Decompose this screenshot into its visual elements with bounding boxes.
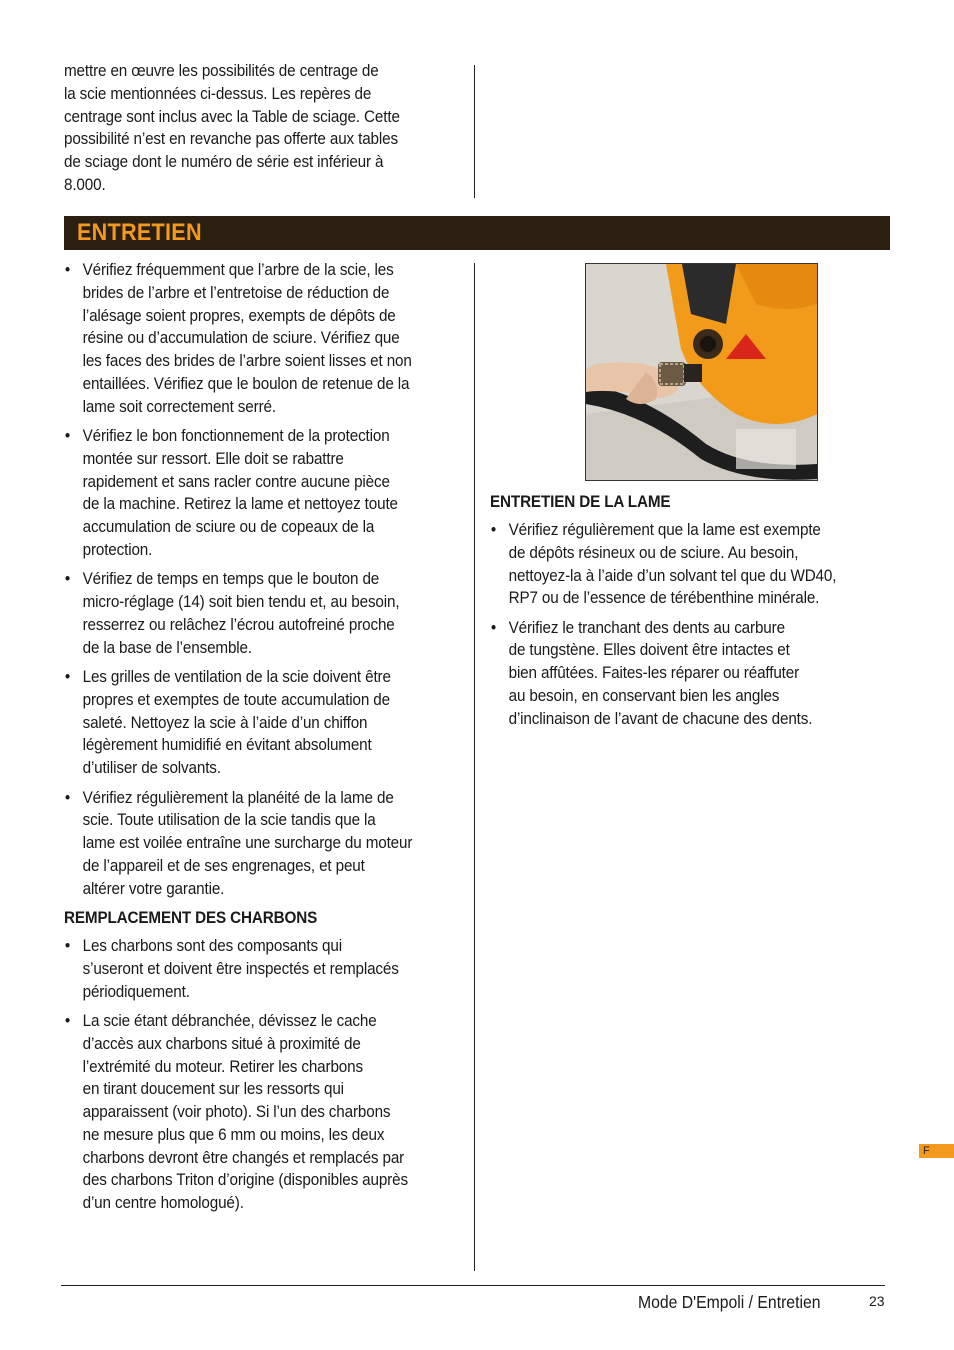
text-line: saleté. Nettoyez la scie à l’aide d’un chiffon — [82, 713, 368, 732]
text-line: les faces des brides de l’arbre soient lisses et non — [82, 352, 412, 371]
text-line: propres et exemptes de toute accumulation de — [82, 690, 390, 709]
text-line: de l’appareil et de ses engrenages, et peut — [82, 856, 365, 875]
text-line: s’useront et doivent être inspectés et remplacés — [82, 959, 399, 978]
text-line: mettre en œuvre les possibilités de centrage de — [64, 62, 379, 80]
text-line: apparaissent (voir photo). Si l’un des charbons — [82, 1103, 391, 1122]
text-line: Vérifiez régulièrement que la lame est exempte — [508, 521, 821, 539]
text-line: de dépôts résineux ou de sciure. Au besoin, — [508, 543, 799, 562]
section-banner — [64, 216, 890, 250]
blade-list — [490, 519, 890, 731]
text-line: de tungstène. Elles doivent être intactes et — [508, 641, 790, 660]
list-item — [64, 666, 464, 780]
text-line: Vérifiez le bon fonctionnement de la protection — [82, 427, 390, 446]
text-line: Vérifiez fréquemment que l’arbre de la scie, les — [82, 261, 394, 279]
text-line: au besoin, en conservant bien les angles — [508, 687, 780, 706]
text-line: la scie mentionnées ci-dessus. Les repères de — [64, 84, 372, 103]
footer-rule — [61, 1285, 885, 1286]
bullet-icon: • — [64, 570, 71, 589]
text-line: de la machine. Retirez la lame et nettoyez toute — [82, 495, 398, 514]
text-line: possibilité n’est en revanche pas offerte aux tables — [64, 130, 398, 149]
footer-title: Mode D'Empoli / Entretien — [638, 1292, 821, 1312]
bullet-icon: • — [490, 618, 497, 637]
bullet-icon: • — [64, 427, 71, 446]
bullet-icon: • — [64, 788, 71, 807]
text-line: micro-réglage (14) soit bien tendu et, au besoin, — [82, 593, 400, 612]
text-line: d’utiliser de solvants. — [82, 759, 221, 778]
text-line: l’alésage soient propres, exempts de dépôts de — [82, 306, 396, 325]
text-line: ne mesure plus que 6 mm ou moins, les deux — [82, 1125, 385, 1144]
list-item — [490, 617, 890, 731]
text-line: nettoyez-la à l’aide d’un solvant tel que du WD40, — [508, 566, 837, 585]
subheading-blade: ENTRETIEN DE LA LAME — [490, 493, 671, 511]
text-line: d’un centre homologué). — [82, 1194, 244, 1213]
text-line: Vérifiez de temps en temps que le bouton de — [82, 570, 380, 589]
text-line: Vérifiez régulièrement la planéité de la lame de — [82, 788, 394, 807]
text-line: de la base de l’ensemble. — [82, 638, 252, 657]
column-divider-top — [474, 65, 475, 198]
column-divider-main — [474, 263, 475, 1271]
text-line: scie. Toute utilisation de la scie tandis que la — [82, 811, 376, 830]
text-line: en tirant doucement sur les ressorts qui — [82, 1080, 344, 1099]
list-item — [490, 519, 890, 610]
subheading-brushes: REMPLACEMENT DES CHARBONS — [64, 909, 318, 928]
list-item — [64, 935, 464, 1003]
text-line: Les grilles de ventilation de la scie doivent être — [82, 668, 391, 687]
text-line: entaillées. Vérifiez que le boulon de retenue de la — [82, 374, 410, 393]
text-line: d’accès aux charbons situé à proximité de — [82, 1034, 361, 1053]
left-column — [64, 259, 464, 1222]
bullet-icon: • — [64, 937, 71, 956]
text-line: Les charbons sont des composants qui — [82, 937, 342, 956]
list-item — [64, 568, 464, 659]
text-line: légèrement humidifié en évitant absolument — [82, 736, 372, 755]
text-line: l’extrémité du moteur. Retirer les charbons — [82, 1057, 363, 1076]
text-line: brides de l’arbre et l’entretoise de réduction de — [82, 283, 390, 302]
text-line: lame est voilée entraîne une surcharge du moteur — [82, 834, 413, 853]
text-line: des charbons Triton d’origine (disponibles auprès — [82, 1171, 408, 1190]
text-line: d’inclinaison de l’avant de chacune des dents. — [508, 709, 813, 728]
text-line: de sciage dont le numéro de série est inférieur à — [64, 153, 384, 172]
text-line: centrage sont inclus avec la Table de sciage. Cette — [64, 107, 400, 126]
section-title: ENTRETIEN — [77, 219, 202, 246]
maintenance-list — [64, 259, 464, 901]
brush-removal-photo — [585, 263, 818, 481]
text-line: 8.000. — [64, 175, 106, 194]
bullet-icon: • — [64, 1011, 71, 1030]
text-line: montée sur ressort. Elle doit se rabattre — [82, 449, 344, 468]
list-item — [64, 787, 464, 901]
text-line: charbons devront être changés et remplacés par — [82, 1148, 405, 1167]
intro-paragraph — [64, 60, 494, 197]
text-line: bien affûtées. Faites-les réparer ou réaffuter — [508, 664, 800, 683]
text-line: rapidement et sans racler contre aucune pièce — [82, 472, 390, 491]
text-line: Vérifiez le tranchant des dents au carbure — [508, 618, 785, 637]
list-item — [64, 425, 464, 562]
bullet-icon: • — [490, 521, 497, 539]
bullet-icon: • — [64, 668, 71, 687]
list-item — [64, 259, 464, 419]
text-line: accumulation de sciure ou de copeaux de la — [82, 518, 375, 537]
list-item — [64, 1010, 464, 1215]
intro-text — [64, 60, 464, 197]
language-tab — [919, 1144, 954, 1158]
text-line: resserrez ou relâchez l’écrou autofreiné proche — [82, 615, 395, 634]
page-number: 23 — [869, 1293, 885, 1309]
text-line: altérer votre garantie. — [82, 879, 225, 898]
language-tab-letter: F — [923, 1145, 930, 1157]
text-line: RP7 ou de l’essence de térébenthine minérale. — [508, 589, 820, 608]
text-line: La scie étant débranchée, dévissez le cache — [82, 1011, 377, 1030]
text-line: protection. — [82, 541, 153, 560]
text-line: résine ou d’accumulation de sciure. Vérifiez que — [82, 329, 400, 348]
text-line: périodiquement. — [82, 982, 190, 1001]
bullet-icon: • — [64, 261, 71, 279]
photo-illustration — [586, 264, 817, 480]
text-line: lame soit correctement serré. — [82, 397, 276, 416]
right-column — [490, 491, 890, 737]
brushes-list — [64, 935, 464, 1215]
